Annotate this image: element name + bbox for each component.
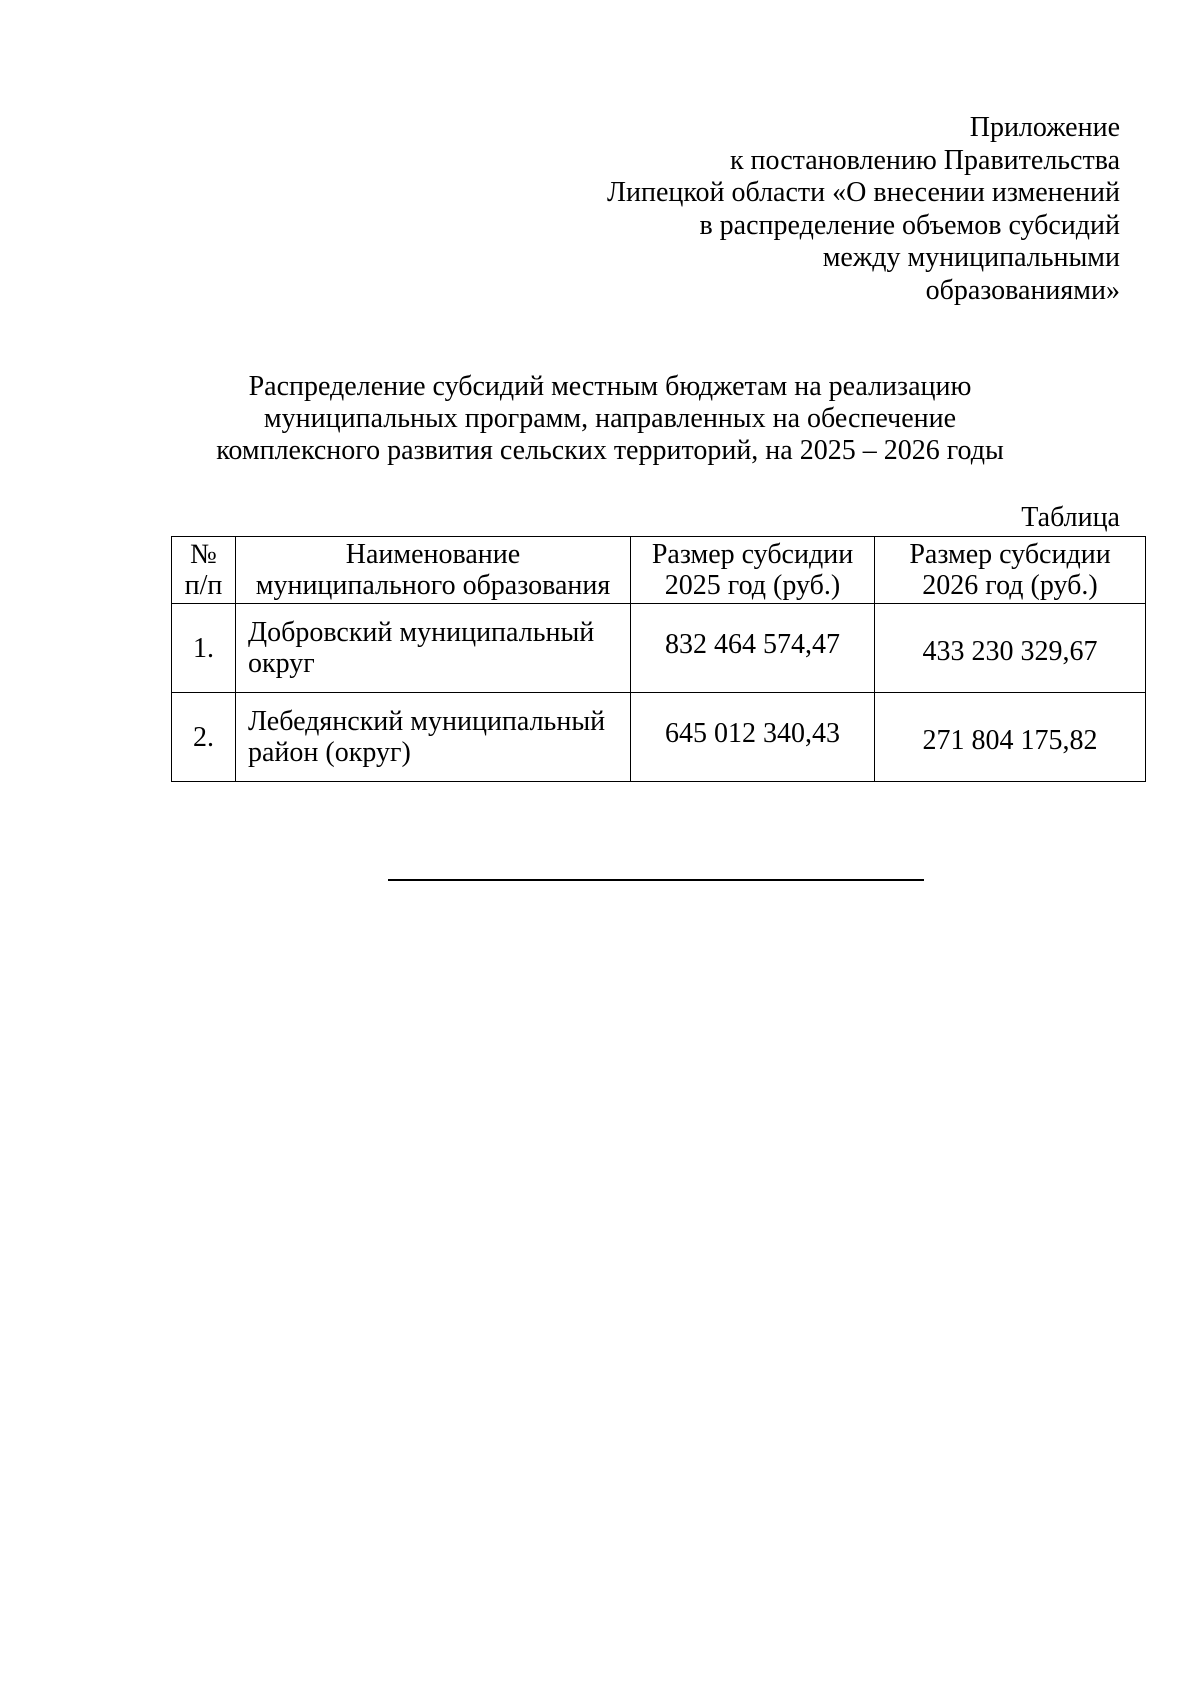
row-name: Лебедянский муниципальный район (округ) xyxy=(236,693,631,782)
document-title xyxy=(170,371,1050,467)
appendix-line: образованиями» xyxy=(925,274,1120,306)
header-amount-2026: Размер субсидии 2026 год (руб.) xyxy=(875,537,1146,604)
row-amount-2026: 433 230 329,67 xyxy=(875,604,1146,693)
row-amount-2025: 645 012 340,43 xyxy=(631,693,875,782)
title-line: Распределение субсидий местным бюджетам на реализацию xyxy=(248,371,972,402)
title-line: муниципальных программ, направленных на обеспечение xyxy=(263,403,957,434)
appendix-line: между муниципальными xyxy=(822,242,1120,273)
table-header-row xyxy=(172,537,1146,604)
table-caption: Таблица xyxy=(1021,502,1120,533)
row-amount-2025: 832 464 574,47 xyxy=(631,604,875,693)
header-num: № п/п xyxy=(172,537,236,604)
subsidy-table xyxy=(171,536,1146,782)
appendix-line: Липецкой области «О внесении изменений xyxy=(607,177,1120,208)
row-num: 1. xyxy=(172,604,236,693)
appendix-line: в распределение объемов субсидий xyxy=(699,209,1120,241)
title-line: комплексного развития сельских территорий, на 2025 – 2026 годы xyxy=(216,435,1004,466)
row-num: 2. xyxy=(172,693,236,782)
header-amount-2025: Размер субсидии 2025 год (руб.) xyxy=(631,537,875,604)
table-row xyxy=(172,604,1146,693)
table-row xyxy=(172,693,1146,782)
row-name: Добровский муниципальный округ xyxy=(236,604,631,693)
header-name: Наименование муниципального образования xyxy=(236,537,631,604)
appendix-line: Приложение xyxy=(969,112,1120,143)
appendix-line: к постановлению Правительства xyxy=(729,144,1120,176)
end-divider-line xyxy=(388,879,924,881)
row-amount-2026: 271 804 175,82 xyxy=(875,693,1146,782)
appendix-block xyxy=(560,112,1120,307)
